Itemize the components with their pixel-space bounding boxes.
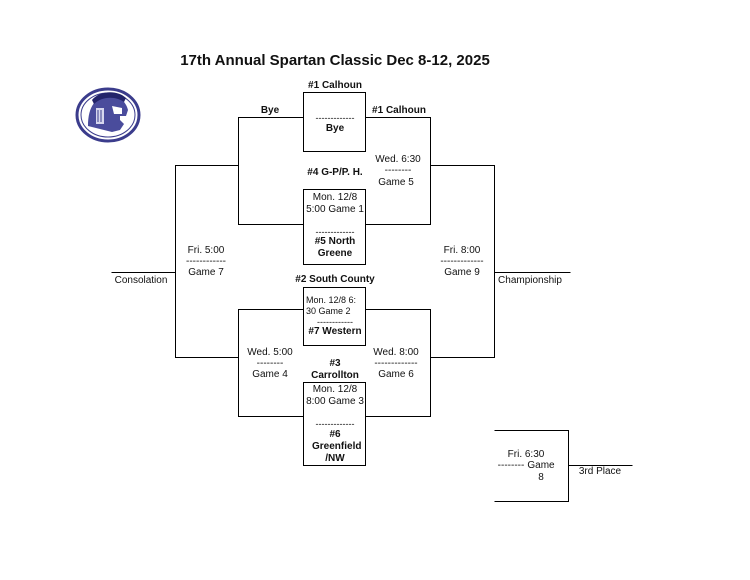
- game4-label: Game 4: [252, 369, 288, 380]
- seed-4-label: #4 G-P/P. H.: [307, 167, 363, 178]
- game8-label: Game 8: [527, 460, 555, 483]
- third-place-label: 3rd Place: [578, 466, 622, 477]
- top-box-divider: -------------: [315, 113, 355, 123]
- game1-divider: -------------: [315, 227, 355, 237]
- game2-info: Mon. 12/8 6: 30 Game 2: [306, 295, 357, 316]
- bye-box-text: Bye: [325, 123, 345, 134]
- page-title: 17th Annual Spartan Classic Dec 8-12, 2025: [180, 52, 490, 69]
- game5-label: Game 5: [378, 177, 414, 188]
- game7-divider: ------------: [186, 256, 226, 267]
- calhoun-advance-label: #1 Calhoun: [372, 105, 426, 116]
- game7-label: Game 7: [188, 267, 224, 278]
- game9-label: Game 9: [444, 267, 480, 278]
- game4-time: Wed. 5:00: [247, 347, 293, 358]
- game3-info: Mon. 12/8 8:00 Game 3: [306, 384, 364, 407]
- game6-label: Game 6: [378, 369, 414, 380]
- game5-divider: --------: [384, 165, 412, 176]
- game3-divider: -------------: [315, 419, 355, 429]
- game9-time: Fri. 8:00: [443, 245, 481, 256]
- seed-6-label: #6 Greenfield /NW: [312, 429, 362, 464]
- seed-3-label: #3 Carrollton: [311, 358, 359, 381]
- seed-2-label: #2 South County: [295, 274, 375, 285]
- game8-time: Fri. 6:30: [507, 449, 545, 460]
- game6-time: Wed. 8:00: [373, 347, 419, 358]
- game8-divider: --------: [497, 460, 525, 471]
- consolation-label: Consolation: [114, 275, 168, 286]
- game9-divider: -------------: [440, 256, 484, 267]
- game1-info: Mon. 12/8 5:00 Game 1: [306, 192, 364, 215]
- game7-time: Fri. 5:00: [187, 245, 225, 256]
- bye-label: Bye: [260, 105, 280, 116]
- seed-5-label: #5 North Greene: [314, 236, 356, 259]
- seed-7-label: #7 Western: [308, 326, 362, 337]
- game4-divider: --------: [256, 358, 284, 369]
- championship-label: Championship: [498, 275, 562, 286]
- game2-divider: ------------: [317, 317, 353, 327]
- seed-1-label: #1 Calhoun: [308, 80, 362, 91]
- game5-time: Wed. 6:30: [375, 154, 421, 165]
- game6-divider: -------------: [374, 358, 418, 369]
